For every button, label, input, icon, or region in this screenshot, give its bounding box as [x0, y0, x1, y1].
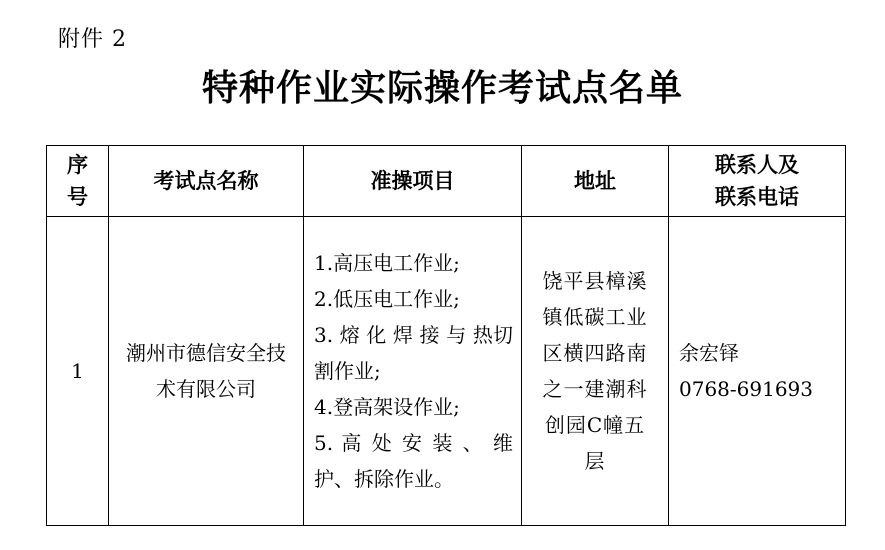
column-header-contact: 联系人及 联系电话: [669, 146, 846, 217]
exam-site-name: 潮州市德信安全技术有限公司: [126, 341, 286, 401]
table-header-row: [47, 146, 846, 217]
column-header-name: 考试点名称: [109, 146, 304, 217]
operation-item: 2.低压电工作业;: [314, 287, 460, 311]
exam-site-name-cell: [109, 217, 304, 526]
contact-name: 余宏铎: [679, 341, 739, 365]
operation-item: 1.高压电工作业;: [314, 251, 460, 275]
address-text: 饶平县樟溪镇低碳工业区横四路南之一建潮科创园C幢五层: [542, 269, 648, 473]
contact-cell: [669, 217, 846, 526]
page-title: 特种作业实际操作考试点名单: [201, 68, 683, 109]
exam-site-table: [46, 145, 846, 526]
operation-item: 5. 高 处 安 装 、 维护、拆除作业。: [314, 431, 513, 491]
table-row: [47, 217, 846, 526]
contact-phone: 0768-691693: [679, 377, 814, 401]
attachment-label: 附件 2: [58, 27, 127, 52]
address-cell: [522, 217, 669, 526]
row-number: 1: [47, 217, 109, 526]
operation-item: 4.登高架设作业;: [314, 395, 460, 419]
column-header-items: 准操项目: [304, 146, 522, 217]
column-header-address: 地址: [522, 146, 669, 217]
operation-items-cell: [304, 217, 522, 526]
operation-item: 3. 熔 化 焊 接 与 热切割作业;: [314, 323, 513, 383]
column-header-no: 序 号: [47, 146, 109, 217]
operation-items-list: [304, 245, 521, 497]
